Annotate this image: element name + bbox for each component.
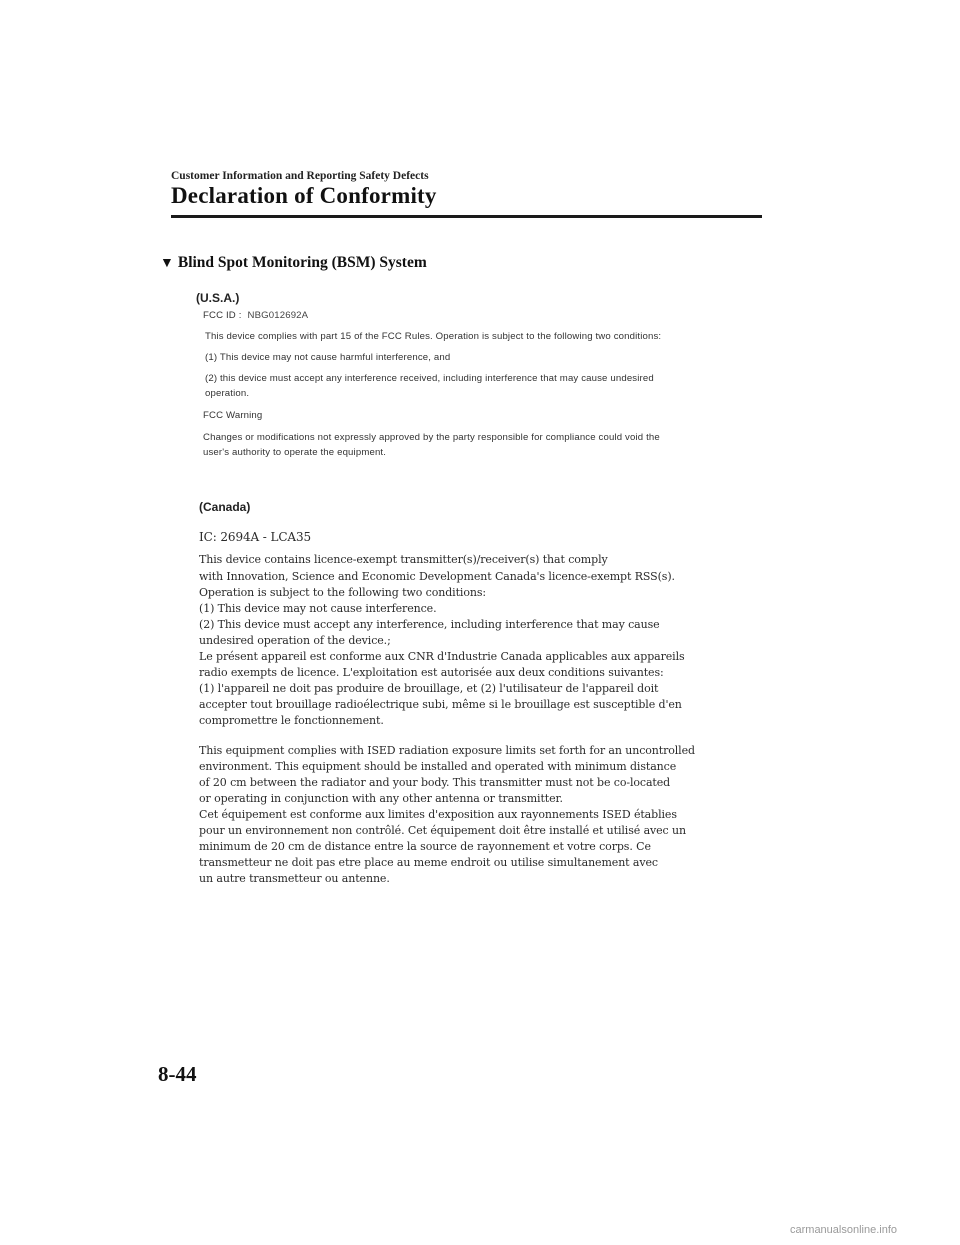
fcc-condition-2-cont: operation. [205, 388, 250, 399]
watermark: carmanualsonline.info [790, 1224, 898, 1236]
page-number: 8-44 [158, 1062, 197, 1086]
title-divider [171, 215, 762, 218]
canada-text-line: Operation is subject to the following two conditions: [199, 586, 486, 599]
ised-text-line: Cet équipement est conforme aux limites d'exposition aux rayonnements ISED établies [199, 808, 677, 821]
canada-text-line: radio exempts de licence. L'exploitation est autorisée aux deux conditions suivantes: [199, 666, 664, 679]
ised-text-line: or operating in conjunction with any other antenna or transmitter. [199, 792, 563, 805]
canada-text-line: accepter tout brouillage radioélectrique subi, même si le brouillage est susceptible d'en [199, 698, 682, 711]
canada-text-line: (1) This device may not cause interference. [199, 602, 437, 615]
canada-text-line: with Innovation, Science and Economic Development Canada's licence-exempt RSS(s). [199, 570, 675, 583]
canada-text-line: (2) This device must accept any interference, including interference that may cause [199, 618, 660, 631]
fcc-condition-1: (1) This device may not cause harmful interference, and [205, 352, 451, 363]
ic-number: IC: 2694A - LCA35 [199, 530, 312, 544]
subsection-heading [160, 254, 427, 272]
ised-text-line: transmetteur ne doit pas etre place au meme endroit ou utilise simultanement avec [199, 856, 658, 869]
canada-text-line: compromettre le fonctionnement. [199, 714, 384, 727]
fcc-condition-2: (2) this device must accept any interference received, including interference that may cause undesired [205, 373, 654, 384]
ised-text-line: un autre transmetteur ou antenne. [199, 872, 390, 885]
canada-text-line: (1) l'appareil ne doit pas produire de brouillage, et (2) l'utilisateur de l'appareil doit [199, 682, 659, 695]
fcc-warning-heading: FCC Warning [203, 410, 263, 421]
ised-text-line: minimum de 20 cm de distance entre la source de rayonnement et votre corps. Ce [199, 840, 651, 853]
fcc-id-label: FCC ID : [203, 310, 242, 321]
canada-text-line: This device contains licence-exempt transmitter(s)/receiver(s) that comply [199, 553, 608, 566]
canada-text-line: Le présent appareil est conforme aux CNR d'Industrie Canada applicables aux appareils [199, 650, 685, 663]
canada-label: (Canada) [199, 500, 251, 514]
ised-text-line: environment. This equipment should be installed and operated with minimum distance [199, 760, 677, 773]
canada-text-line: undesired operation of the device.; [199, 634, 391, 647]
fcc-id-line [203, 310, 308, 321]
ised-text-line: pour un environnement non contrôlé. Cet équipement doit être installé et utilisé avec un [199, 824, 686, 837]
fcc-warning-text-cont: user's authority to operate the equipment. [203, 447, 387, 458]
section-label: Customer Information and Reporting Safety Defects [171, 170, 429, 182]
fcc-id-value: NBG012692A [247, 310, 309, 321]
usa-label: (U.S.A.) [196, 291, 240, 305]
fcc-compliance-line: This device complies with part 15 of the FCC Rules. Operation is subject to the following two conditions: [205, 331, 662, 342]
triangle-down-icon: ▼ [160, 256, 174, 271]
ised-text-line: This equipment complies with ISED radiation exposure limits set forth for an uncontrolled [199, 744, 695, 757]
subsection-title: Blind Spot Monitoring (BSM) System [177, 254, 427, 271]
ised-text-line: of 20 cm between the radiator and your body. This transmitter must not be co-located [199, 776, 671, 789]
page-title: Declaration of Conformity [171, 183, 437, 208]
fcc-warning-text: Changes or modifications not expressly approved by the party responsible for compliance could void the [203, 432, 660, 443]
